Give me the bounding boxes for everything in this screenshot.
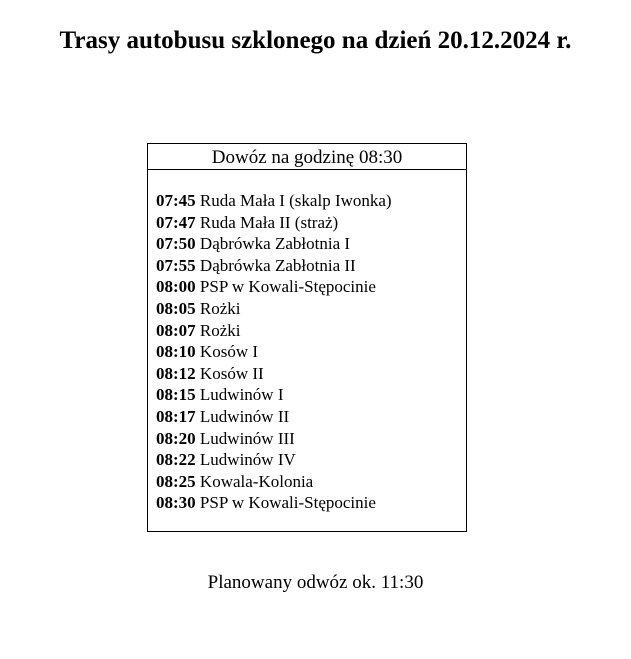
stop-row bbox=[156, 255, 462, 277]
stop-time: 08:30 bbox=[156, 493, 196, 513]
stop-place: Ludwinów III bbox=[199, 428, 295, 448]
stop-row bbox=[156, 471, 462, 493]
stop-time: 07:50 bbox=[156, 234, 196, 254]
stop-place: PSP w Kowali-Stępocinie bbox=[199, 277, 376, 297]
stop-time: 08:17 bbox=[156, 406, 196, 426]
stop-row bbox=[156, 233, 462, 255]
stop-time: 07:45 bbox=[156, 191, 196, 210]
schedule-table bbox=[147, 143, 467, 532]
stop-row bbox=[156, 449, 462, 471]
stop-list bbox=[156, 190, 462, 514]
stop-place: Dąbrówka Zabłotnia I bbox=[199, 234, 351, 254]
stop-time: 08:15 bbox=[156, 385, 196, 405]
stop-place: Ludwinów II bbox=[199, 406, 290, 426]
stop-time: 08:12 bbox=[156, 363, 196, 383]
stop-place: Rożki bbox=[199, 298, 241, 318]
stop-row bbox=[156, 384, 462, 406]
stop-place: Kosów I bbox=[199, 342, 259, 362]
stop-time: 08:07 bbox=[156, 320, 196, 340]
stop-time: 08:20 bbox=[156, 428, 196, 448]
stop-row bbox=[156, 298, 462, 320]
stop-place: Dąbrówka Zabłotnia II bbox=[199, 255, 356, 275]
stop-row bbox=[156, 190, 462, 212]
stop-row bbox=[156, 276, 462, 298]
stop-time: 08:10 bbox=[156, 342, 196, 362]
stop-place: Ruda Mała I (skalp Iwonka) bbox=[199, 191, 392, 210]
stop-time: 07:47 bbox=[156, 212, 196, 232]
stop-row bbox=[156, 320, 462, 342]
stop-place: Ludwinów I bbox=[199, 385, 284, 405]
stop-row bbox=[156, 428, 462, 450]
stop-row bbox=[156, 406, 462, 428]
stop-place: Rożki bbox=[199, 320, 241, 340]
stop-place: Ludwinów IV bbox=[199, 450, 296, 470]
stop-place: Kowala-Kolonia bbox=[199, 471, 314, 491]
stop-row bbox=[156, 492, 462, 514]
stop-row bbox=[156, 212, 462, 234]
stop-place: Kosów II bbox=[199, 363, 264, 383]
schedule-header: Dowóz na godzinę 08:30 bbox=[148, 144, 466, 170]
stop-time: 08:05 bbox=[156, 298, 196, 318]
stop-place: Ruda Mała II (straż) bbox=[199, 212, 339, 232]
stop-time: 07:55 bbox=[156, 255, 196, 275]
stop-time: 08:22 bbox=[156, 450, 196, 470]
stop-time: 08:00 bbox=[156, 277, 196, 297]
stop-row bbox=[156, 341, 462, 363]
stop-time: 08:25 bbox=[156, 471, 196, 491]
stop-place: PSP w Kowali-Stępocinie bbox=[199, 493, 376, 513]
stop-row bbox=[156, 363, 462, 385]
return-note: Planowany odwóz ok. 11:30 bbox=[207, 572, 424, 593]
page-title: Trasy autobusu szklonego na dzień 20.12.2024 r. bbox=[59, 27, 572, 54]
